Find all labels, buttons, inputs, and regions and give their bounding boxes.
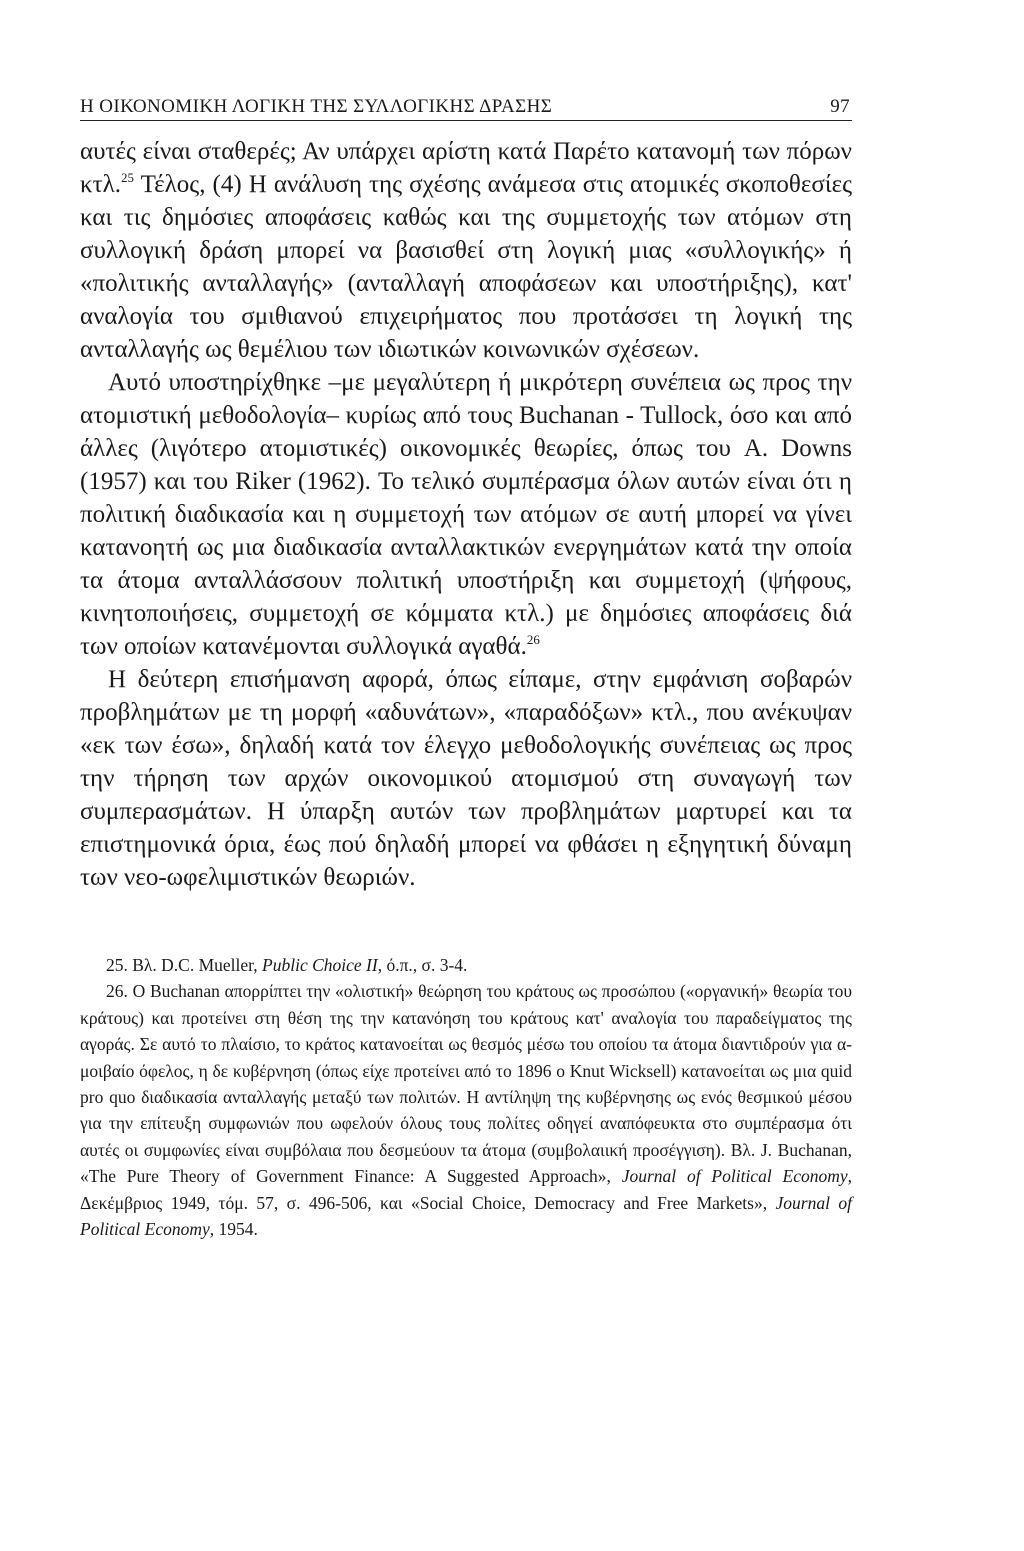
page-number: 97 [830, 96, 850, 117]
paragraph-1 [80, 135, 852, 366]
running-head-title: Η ΟΙΚΟΝΟΜΙΚΗ ΛΟΓΙΚΗ ΤΗΣ ΣΥΛΛΟΓΙΚΗΣ ΔΡΑΣΗΣ [80, 96, 553, 117]
paragraph-1-text-b: Τέλος, (4) Η ανάλυση της σχέσης ανάμεσα στις ατομικές σκοποθεσίες και τις δημόσιες αποφάσεις καθώς και της συμμετοχής των ατόμων στη συλλογική δράση μπορεί να βασισθεί στη λογική μιας «συλλογικής» ή «πολιτικής ανταλλαγής» (ανταλλαγή αποφάσεων και υποστήριξης), κατ' αναλογία του σμιθιανού επιχειρήματος που προτάσσει τη λογική της ανταλλαγής ως θεμέλιου των ιδιωτικών κοινωνικών σχέσεων. [80, 171, 852, 363]
footnote-26-text-c: , 1954. [209, 1219, 258, 1240]
footnote-ref-26[interactable]: 26 [526, 632, 540, 647]
footnote-26-title-1: Journal of Political Economy [621, 1166, 848, 1187]
footnote-25-text-b: , ό.π., σ. 3-4. [377, 955, 468, 975]
footnote-25 [80, 952, 852, 978]
paragraph-2-text: Αυτό υποστηρίχθηκε –με μεγαλύτερη ή μικρότερη συνέπεια ως προς την ατομιστική μεθοδολογία– κυρίως από τους Buchanan - Tullock, όσο και από άλλες (λιγότερο ατομιστικές) οικονομικές θεωρίες, όπως του A. Downs (1957) και του Riker (1962). Το τελικό συμπέρασμα όλων αυτών είναι ότι η πολιτική διαδικασία και η συμμετοχή των ατόμων σε αυτή μπορεί να γίνει κατανοητή ως μια διαδικασία ανταλλακτικών ενεργημάτων κατά την οποία τα άτομα ανταλλάσσουν πολιτική υποστήριξη και συμμετοχή (ψήφους, κινητοποιήσεις, συμμετοχή σε κόμματα κτλ.) με δημόσιες αποφάσεις διά των οποίων κατανέμονται συλλογικά αγαθά. [80, 369, 852, 660]
footnote-26-text-a: 26. Ο Buchanan απορρίπτει την «ολιστική» θεώρηση του κράτους ως προσώπου («οργανική» θεωρία του κράτους) και προτείνει στη θέση της την κατανόηση του κράτους κατ' αναλογία του παραδείγματος της αγοράς. Σε αυτό το πλαίσιο, το κράτος κατανοείται ως θεσμός μέσω του οποίου τα άτομα διαντιδρούν για αμοιβαίο όφελος, η δε κυβέρνηση (όπως είχε προτείνει από το 1896 ο Knut Wicksell) κατανοείται ως μια quid pro quo διαδικασία ανταλλαγής μεταξύ των πολιτών. Η αντίληψη της κυβέρνησης ως ενός θεσμικού μέσου για την επίτευξη συμφωνιών που ωφελούν όλους τους πολίτες οδηγεί αναπόφευκτα στο συμπέρασμα ότι αυτές οι συμφωνίες είναι συμβόλαια που δεσμεύουν τα άτομα (συμβολαιική προσέγγιση). Βλ. J. Buchanan, «The Pure Theory of Government Finance: A Suggested Approach», [80, 981, 852, 1187]
footnotes [80, 952, 852, 1242]
book-page [80, 90, 852, 1242]
footnote-26-text-b: , Δεκέμβριος 1949, τόμ. 57, σ. 496-506, και «Social Choice, Democracy and Free Markets», [80, 1166, 852, 1213]
paragraph-3 [80, 663, 852, 894]
running-head [80, 90, 852, 121]
paragraph-3-text: Η δεύτερη επισήμανση αφορά, όπως είπαμε, στην εμφάνιση σοβαρών προβλημάτων με τη μορφή «αδυνάτων», «παραδόξων» κτλ., που ανέκυψαν «εκ των έσω», δηλαδή κατά τον έλεγχο μεθοδολογικής συνέπειας ως προς την τήρηση των αρχών οικονομικού ατομισμού στη συναγωγή των συμπερασμάτων. Η ύπαρξη αυτών των προβλημάτων μαρτυρεί και τα επιστημονικά όρια, έως πού δηλαδή μπορεί να φθάσει η εξηγητική δύναμη των νεο-ωφελιμιστικών θεωριών. [80, 666, 852, 891]
footnote-ref-25[interactable]: 25 [121, 170, 135, 185]
footnote-26 [80, 978, 852, 1242]
footnote-25-text-a: 25. Βλ. D.C. Mueller, [106, 955, 263, 975]
main-text [80, 135, 852, 894]
paragraph-1-text-a: αυτές είναι σταθερές; Αν υπάρχει αρίστη κατά Παρέτο κατανομή των πόρων κτλ. [80, 138, 852, 198]
footnote-26-title-2: Journal of Political Economy [80, 1192, 852, 1240]
footnote-25-title: Public Choice II [262, 955, 378, 975]
paragraph-2 [80, 366, 852, 663]
